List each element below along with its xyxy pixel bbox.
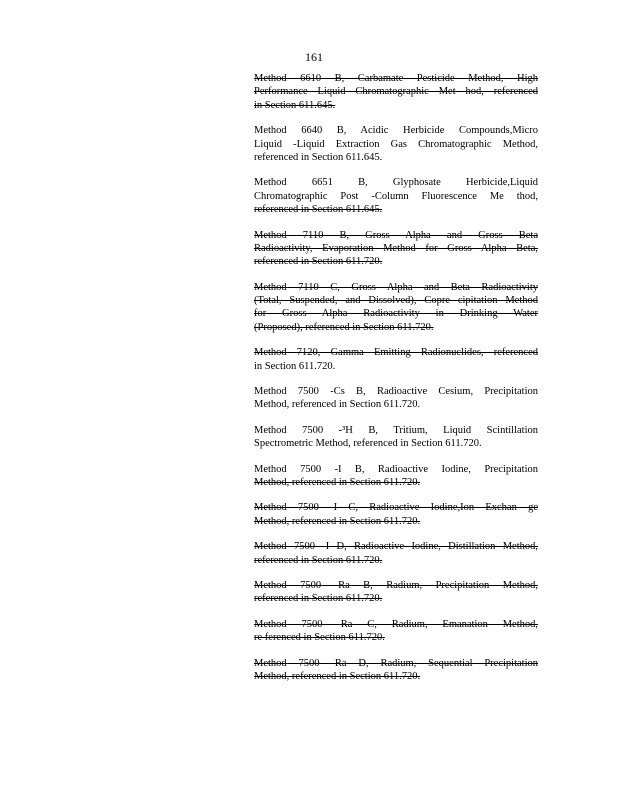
- struck-text-line: [254, 85, 538, 98]
- line-text: Liquid -Liquid Extraction Gas Chromatographic Method,: [254, 138, 538, 150]
- method-entry-7500ic: [254, 501, 538, 528]
- method-entry-6610b: [254, 72, 538, 112]
- line-text: re ferenced in Section 611.720.: [254, 632, 385, 644]
- text-line: [254, 463, 538, 476]
- text-line: [254, 385, 538, 398]
- struck-text-line: [254, 579, 538, 592]
- line-text: for Gross Alpha Radioactivity in Drinking Water: [254, 308, 538, 320]
- line-text: Chromatographic Post -Column Fluorescence Me thod,: [254, 190, 538, 202]
- struck-text-line: [254, 540, 538, 553]
- line-text: referenced in Section 611.720.: [254, 593, 383, 605]
- line-text: referenced in Section 611.645.: [254, 204, 383, 216]
- line-text: Method 7120, Gamma Emitting Radionuclides, referenced: [254, 347, 538, 359]
- struck-text-line: [254, 99, 538, 112]
- line-text: Method, referenced in Section 611.720.: [254, 476, 421, 488]
- line-text: Method 6640 B, Acidic Herbicide Compounds,Micro: [254, 125, 538, 137]
- struck-text-line: [254, 476, 538, 489]
- struck-text-line: [254, 321, 538, 334]
- struck-text-line: [254, 203, 538, 216]
- struck-text-line: [254, 631, 538, 644]
- struck-text-line: [254, 255, 538, 268]
- struck-text-line: [254, 72, 538, 85]
- struck-text-line: [254, 670, 538, 683]
- line-text: Method 7110 B, Gross Alpha and Gross Beta: [254, 229, 538, 241]
- struck-text-line: [254, 307, 538, 320]
- text-line: [254, 190, 538, 203]
- text-line: [254, 437, 538, 450]
- line-text: Method 6610 B, Carbamate Pesticide Method, High: [254, 73, 538, 84]
- line-text: Method 7110 C, Gross Alpha and Beta Radioactivity: [254, 281, 538, 293]
- line-text: (Proposed), referenced in Section 611.720.: [254, 321, 434, 333]
- struck-text-line: [254, 229, 538, 242]
- line-text: Method, referenced in Section 611.720.: [254, 670, 421, 682]
- struck-text-line: [254, 515, 538, 528]
- line-text: Method 7500 -Cs B, Radioactive Cesium, Precipitation: [254, 386, 538, 398]
- line-text: Method, referenced in Section 611.720.: [254, 399, 421, 411]
- line-text: referenced in Section 611.720.: [254, 554, 383, 566]
- line-text: Method 6651 B, Glyphosate Herbicide,Liquid: [254, 177, 538, 189]
- method-entry-7500ib: [254, 463, 538, 490]
- line-text: Performance Liquid Chromatographic Met hod, referenced: [254, 86, 538, 98]
- line-text: Method 7500 -I C, Radioactive Iodine,Ion Exchan ge: [254, 502, 538, 514]
- method-entry-7500csb: [254, 385, 538, 412]
- line-text: Method 7500 -Ra B, Radium, Precipitation Method,: [254, 579, 538, 591]
- line-text: (Total, Suspended, and Dissolved), Copre cipitation Method: [254, 295, 538, 307]
- struck-text-line: [254, 554, 538, 567]
- page-number: 161: [305, 50, 323, 64]
- struck-text-line: [254, 592, 538, 605]
- line-text: Method, referenced in Section 611.720.: [254, 515, 421, 527]
- struck-text-line: [254, 346, 538, 359]
- line-text: Method 7500 -Ra C, Radium, Emanation Method,: [254, 618, 538, 630]
- line-text: Method 7500 -I D, Radioactive Iodine, Distillation Method,: [254, 541, 538, 553]
- method-list: [254, 72, 538, 695]
- line-text: referenced in Section 611.645.: [254, 151, 383, 163]
- line-text: Radioactivity, Evaporation Method for Gross Alpha Beta,: [254, 242, 538, 254]
- line-text: Method 7500 -³H B, Tritium, Liquid Scintillation: [254, 424, 538, 436]
- line-text: in Section 611.645.: [254, 99, 336, 111]
- method-entry-7500id: [254, 540, 538, 567]
- struck-text-line: [254, 242, 538, 255]
- method-entry-6651b: [254, 176, 538, 216]
- method-entry-7110b: [254, 229, 538, 269]
- line-text: Method 7500 -Ra D, Radium, Sequential Precipitation: [254, 657, 538, 669]
- struck-text-line: [254, 281, 538, 294]
- struck-text-line: [254, 294, 538, 307]
- struck-text-line: [254, 501, 538, 514]
- method-entry-6640b: [254, 124, 538, 164]
- text-line: [254, 138, 538, 151]
- text-line: [254, 124, 538, 137]
- struck-text-line: [254, 618, 538, 631]
- line-text: in Section 611.720.: [254, 360, 336, 372]
- method-entry-7110c: [254, 281, 538, 335]
- method-entry-7500rad: [254, 657, 538, 684]
- text-line: [254, 398, 538, 411]
- line-text: Spectrometric Method, referenced in Section 611.720.: [254, 438, 482, 450]
- line-text: referenced in Section 611.720.: [254, 256, 383, 268]
- text-line: [254, 360, 538, 373]
- method-entry-7500rac: [254, 618, 538, 645]
- text-line: [254, 151, 538, 164]
- struck-text-line: [254, 657, 538, 670]
- text-line: [254, 176, 538, 189]
- method-entry-7500rab: [254, 579, 538, 606]
- method-entry-7500hb: [254, 424, 538, 451]
- text-line: [254, 424, 538, 437]
- line-text: Method 7500 -I B, Radioactive Iodine, Precipitation: [254, 463, 538, 475]
- method-entry-7120: [254, 346, 538, 373]
